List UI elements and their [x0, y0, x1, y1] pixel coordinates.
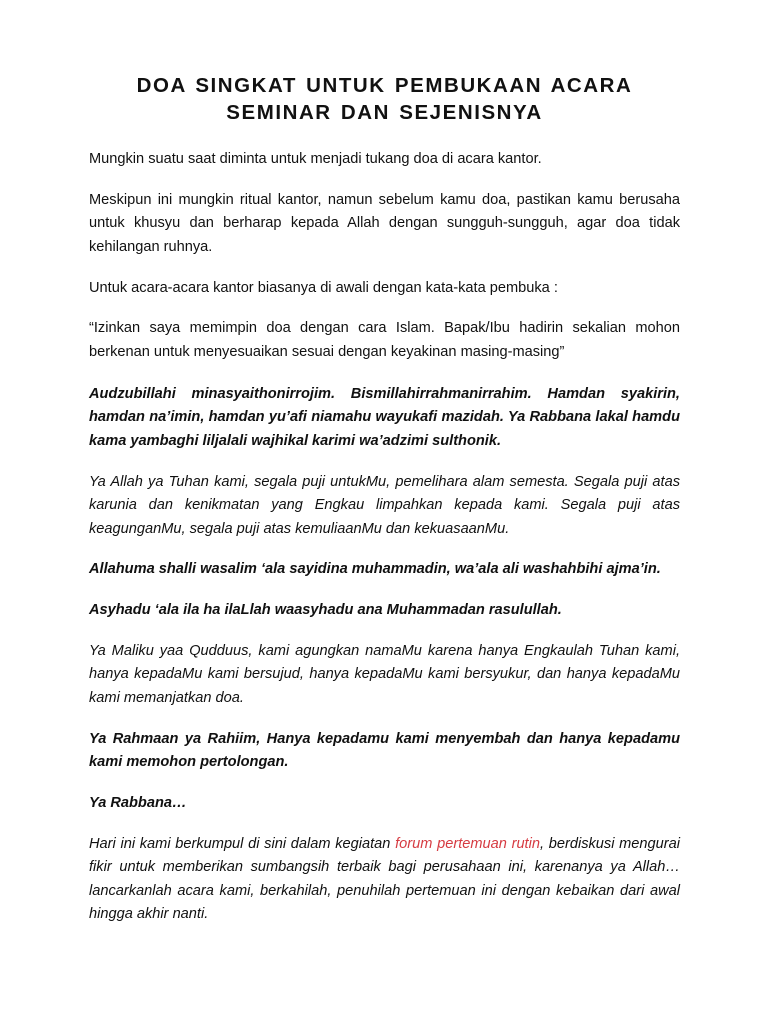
closing-lead-text: Hari ini kami berkumpul di sini dalam kegiatan — [89, 835, 396, 852]
paragraph-intro-2: Meskipun ini mungkin ritual kantor, namun sebelum kamu doa, pastikan kamu berusaha untuk khusyu dan berharap kepada Allah dengan sungguh-sungguh, agar doa tidak kehilangan ruhnya. — [89, 191, 680, 256]
paragraph-opening-quote: “Izinkan saya memimpin doa dengan cara Islam. Bapak/Ibu hadirin sekalian mohon berkenan untuk menyesuaikan sesuai dengan keyakinan masing-masing” — [89, 320, 680, 360]
paragraph-intro-1: Mungkin suatu saat diminta untuk menjadi tukang doa di acara kantor. — [89, 151, 542, 168]
page-title: DOA SINGKAT UNTUK PEMBUKAAN ACARA SEMINAR DAN SEJENISNYA — [136, 74, 633, 125]
paragraph-syahadat: Asyhadu ‘ala ila ha ilaLlah waasyhadu ana Muhammadan rasulullah. — [89, 602, 562, 619]
paragraph-intro-3: Untuk acara-acara kantor biasanya di awali dengan kata-kata pembuka : — [89, 279, 558, 296]
paragraph-ya-rabbana: Ya Rabbana… — [89, 794, 187, 811]
closing-tail-text: , berdiskusi mengurai fikir untuk memberikan sumbangsih terbaik bagi perusahaan ini, karenanya ya Allah… lancarkanlah acara kami, berkahilah, penuhilah pertemuan ini dengan kebaikan dari awal hingga akhir nanti. — [89, 835, 680, 923]
paragraph-taawudz-basmalah-hamdalah: Audzubillahi minasyaithonirrojim. Bismillahirrahmanirrahim. Hamdan syakirin, hamdan na’imin, hamdan yu’afi niamahu wayukafi mazidah. Ya Rabbana lakal hamdu kama yambaghi liljalali wajhikal karimi wa’adzimi sulthonik. — [89, 385, 680, 449]
page-bottom-whitespace — [89, 944, 680, 1004]
paragraph-pujian: Ya Allah ya Tuhan kami, segala puji untukMu, pemelihara alam semesta. Segala puji atas karunia dan kenikmatan yang Engkau limpahkan kepada kami. Segala puji atas keagunganMu, segala puji atas kemuliaanMu dan kekuasaanMu. — [89, 473, 680, 537]
paragraph-shalawat: Allahuma shalli wasalim ‘ala sayidina muhammadin, wa’ala ali washahbihi ajma’in. — [89, 561, 661, 578]
paragraph-ya-rahmaan: Ya Rahmaan ya Rahiim, Hanya kepadamu kami menyembah dan hanya kepadamu kami memohon pertolongan. — [89, 730, 680, 771]
paragraph-ya-maliku: Ya Maliku yaa Qudduus, kami agungkan namaMu karena hanya Engkaulah Tuhan kami, hanya kepadaMu kami bersujud, hanya kepadaMu kami bersyukur, dan hanya kepadaMu kami memanjatkan doa. — [89, 642, 680, 706]
highlighted-event-name: forum pertemuan rutin — [395, 835, 540, 852]
paragraph-closing — [89, 833, 680, 928]
